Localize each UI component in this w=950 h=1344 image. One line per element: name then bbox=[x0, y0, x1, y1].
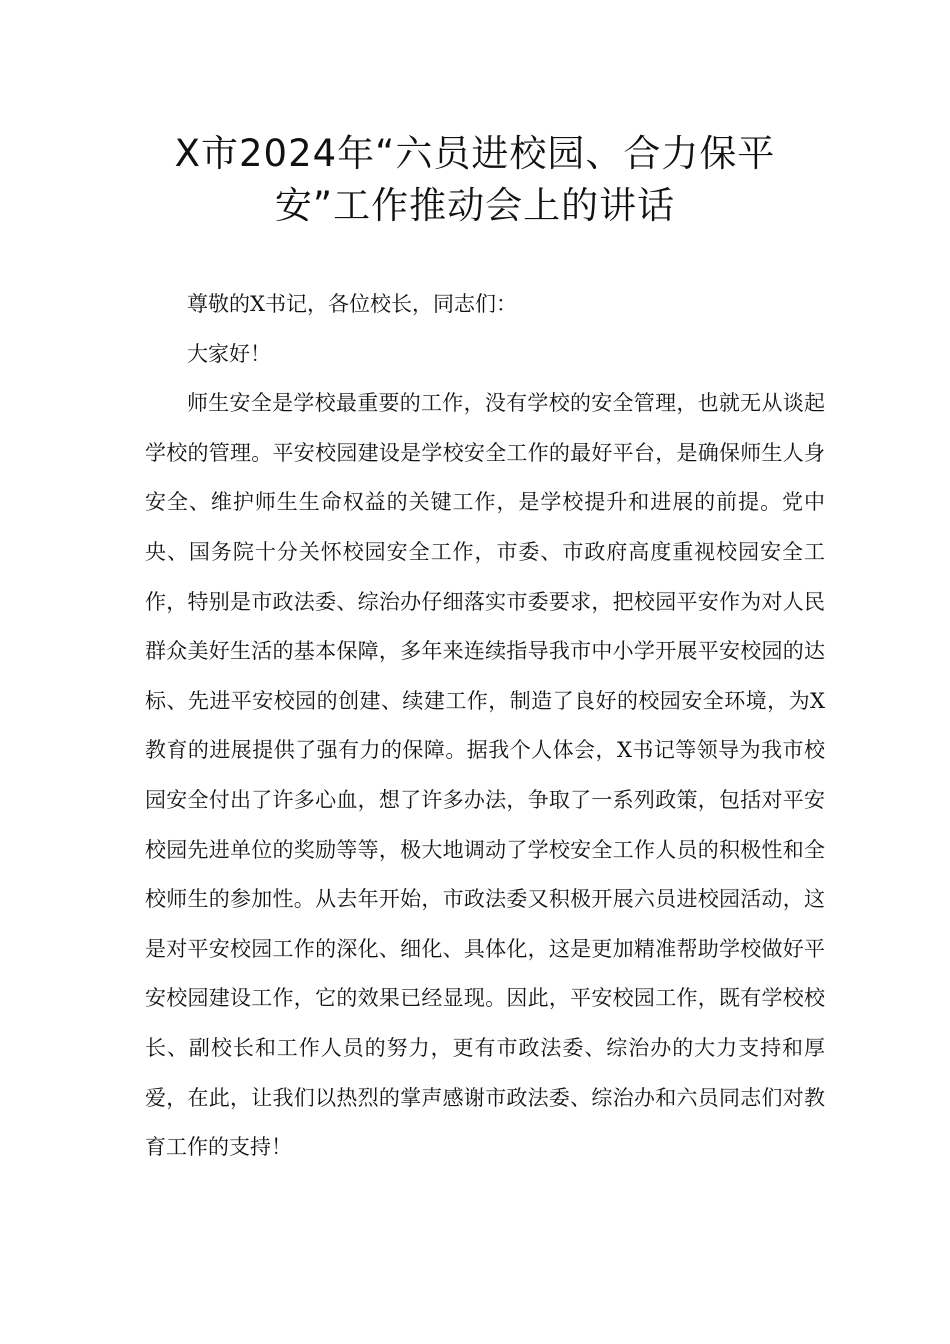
greeting: 大家好！ bbox=[187, 341, 271, 366]
document-body bbox=[145, 280, 825, 1173]
document-title bbox=[120, 128, 830, 232]
title-line-2: 安”工作推动会上的讲话 bbox=[274, 184, 676, 227]
salutation: 尊敬的X书记，各位校长，同志们： bbox=[187, 292, 517, 316]
title-line-1: X市2024年“六员进校园、合力保平 bbox=[174, 132, 776, 175]
body-paragraph: 师生安全是学校最重要的工作，没有学校的安全管理，也就无从谈起学校的管理。平安校园建设是学校安全工作的最好平台，是确保师生人身安全、维护师生生命权益的关键工作，是学校提升和进展的前提。党中央、国务院十分关怀校园安全工作，市委、市政府高度重视校园安全工作，特别是市政法委、综治办仔细落实市委要求，把校园平安作为对人民群众美好生活的基本保障，多年来连续指导我市中小学开展平安校园的达标、先进平安校园的创建、续建工作，制造了良好的校园安全环境，为X教育的进展提供了强有力的保障。据我个人体会，X书记等领导为我市校园安全付出了许多心血，想了许多办法，争取了一系列政策，包括对平安校园先进单位的奖励等等，极大地调动了学校安全工作人员的积极性和全校师生的参加性。从去年开始，市政法委又积极开展六员进校园活动，这是对平安校园工作的深化、细化、具体化，这是更加精准帮助学校做好平安校园建设工作，它的效果已经显现。因此，平安校园工作，既有学校校长、副校长和工作人员的努力，更有市政法委、综治办的大力支持和厚爱，在此，让我们以热烈的掌声感谢市政法委、综治办和六员同志们对教育工作的支持！ bbox=[145, 391, 825, 1160]
